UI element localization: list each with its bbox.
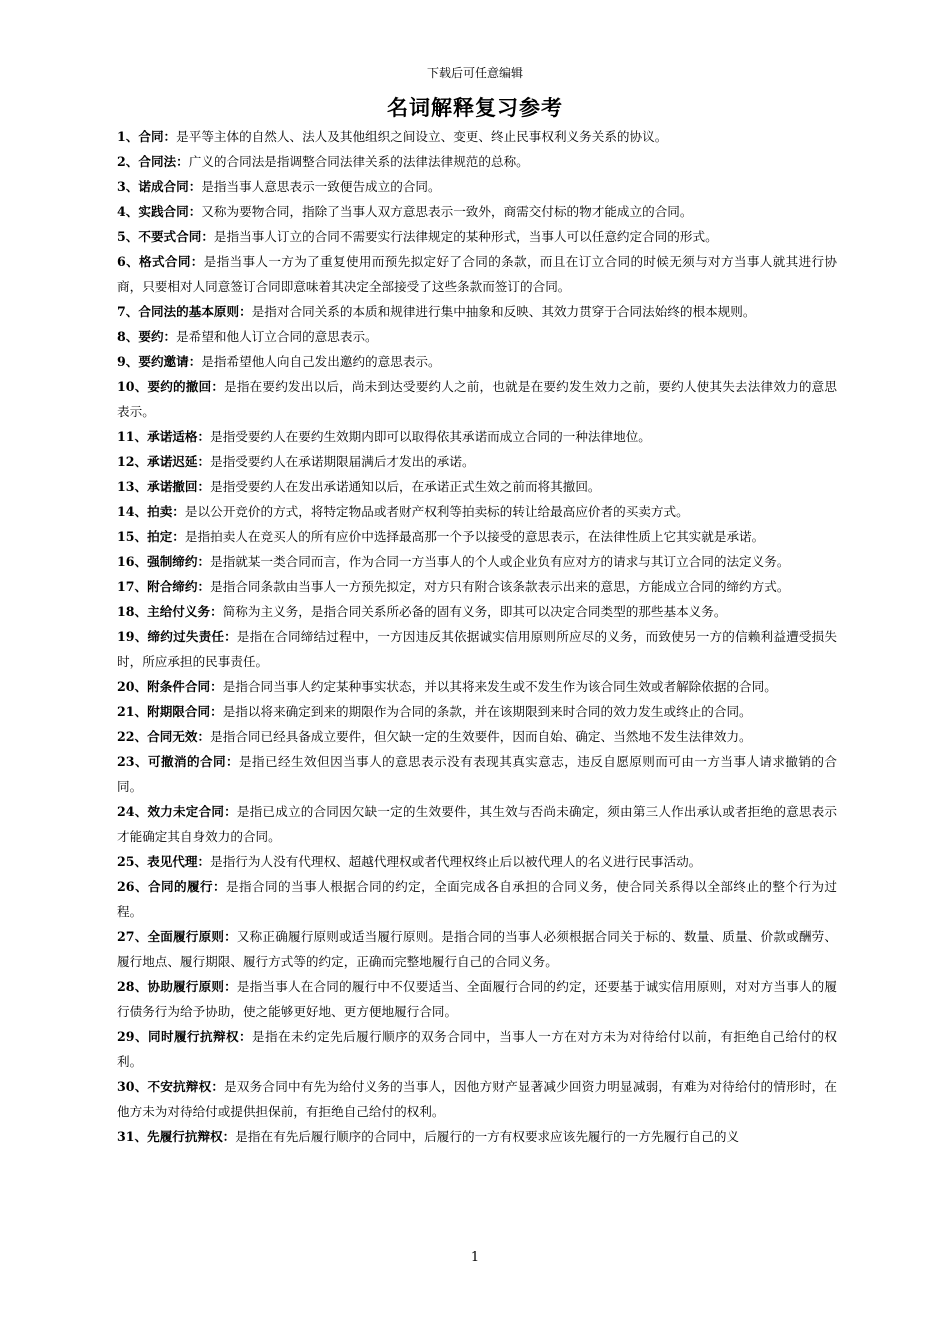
definition-entry: [117, 1024, 837, 1074]
entry-definition: 是指对合同关系的本质和规律进行集中抽象和反映、其效力贯穿于合同法始终的根本规则。: [251, 304, 756, 319]
definition-entry: [117, 699, 837, 724]
entry-term: 30、不安抗辩权：: [117, 1079, 225, 1094]
definition-entry: [117, 849, 837, 874]
definition-entry: [117, 174, 837, 199]
entry-term: 12、承诺迟延：: [117, 454, 211, 469]
definition-entry: [117, 749, 837, 799]
entry-term: 4、实践合同：: [117, 204, 202, 219]
definition-entry: [117, 449, 837, 474]
entry-definition: 是指希望他人向自己发出邀约的意思表示。: [201, 354, 441, 369]
definition-entry: [117, 724, 837, 749]
entry-definition: 是指已经生效但因当事人的意思表示没有表现其真实意志，违反自愿原则而可由一方当事人请求撤销的合同。: [117, 754, 838, 794]
entry-term: 21、附期限合同：: [117, 704, 223, 719]
entry-term: 29、同时履行抗辩权：: [117, 1029, 253, 1044]
entry-definition: 简称为主义务，是指合同关系所必备的固有义务，即其可以决定合同类型的那些基本义务。: [222, 604, 727, 619]
entry-definition: 是双务合同中有先为给付义务的当事人，因他方财产显著减少回资力明显减弱，有难为对待给付的情形时，在他方未为对待给付或提供担保前，有拒绝自己给付的权利。: [117, 1079, 837, 1119]
entry-term: 11、承诺适格：: [117, 429, 211, 444]
definition-entry: [117, 1074, 837, 1124]
definition-entry: [117, 199, 837, 224]
definition-entry: [117, 124, 837, 149]
entry-definition: 是指当事人在合同的履行中不仅要适当、全面履行合同的约定，还要基于诚实信用原则，对对方当事人的履行债务行为给予协助，使之能够更好地、更方便地履行合同。: [117, 979, 838, 1019]
entry-term: 10、要约的撤回：: [117, 379, 225, 394]
entry-definition: 是指就某一类合同而言，作为合同一方当事人的个人或企业负有应对方的请求与其订立合同的法定义务。: [210, 554, 790, 569]
entry-definition: 是指合同的当事人根据合同的约定，全面完成各自承担的合同义务，使合同关系得以全部终止的整个行为过程。: [117, 879, 838, 919]
definition-entry: [117, 624, 837, 674]
entry-term: 2、合同法：: [117, 154, 189, 169]
entry-definition: 是指以将来确定到来的期限作为合同的条款，并在该期限到来时合同的效力发生或终止的合同。: [222, 704, 752, 719]
entry-term: 31、先履行抗辩权：: [117, 1129, 236, 1144]
definition-entry: [117, 324, 837, 349]
entry-definition: 是指在有先后履行顺序的合同中，后履行的一方有权要求应该先履行的一方先履行自己的义: [235, 1129, 740, 1144]
definition-entry: [117, 974, 837, 1024]
entry-term: 23、可撤消的合同：: [117, 754, 240, 769]
entry-term: 16、强制缔约：: [117, 554, 211, 569]
entry-term: 15、拍定：: [117, 529, 185, 544]
entry-term: 28、协助履行原则：: [117, 979, 237, 994]
entry-definition: 是指当事人意思表示一致便告成立的合同。: [201, 179, 441, 194]
entry-definition: 是指受要约人在要约生效期内即可以取得依其承诺而成立合同的一种法律地位。: [210, 429, 651, 444]
definition-entry: [117, 474, 837, 499]
entry-definition: 是指拍卖人在竞买人的所有应价中选择最高那一个予以接受的意思表示，在法律性质上它其实就是承诺。: [184, 529, 765, 544]
entry-term: 19、缔约过失责任：: [117, 629, 237, 644]
definition-entry: [117, 524, 837, 549]
definition-entry: [117, 549, 837, 574]
definition-entry: [117, 574, 837, 599]
entry-term: 8、要约：: [117, 329, 177, 344]
entry-definition: 又称为要物合同，指除了当事人双方意思表示一致外，商需交付标的物才能成立的合同。: [201, 204, 693, 219]
entry-definition: 是指已成立的合同因欠缺一定的生效要件，其生效与否尚未确定，须由第三人作出承认或者拒绝的意思表示才能确定其自身效力的合同。: [117, 804, 838, 844]
entry-term: 20、附条件合同：: [117, 679, 223, 694]
entry-definition: 是指行为人没有代理权、超越代理权或者代理权终止后以被代理人的名义进行民事活动。: [210, 854, 702, 869]
entry-definition: 是指当事人一方为了重复使用而预先拟定好了合同的条款，而且在订立合同的时候无须与对方当事人就其进行协商，只要相对人同意签订合同即意味着其决定全部接受了这些条款而签订的合同。: [117, 254, 838, 294]
entry-term: 1、合同：: [117, 129, 177, 144]
entry-definition: 是指在未约定先后履行顺序的双务合同中，当事人一方在对方未为对待给付以前，有拒绝自己给付的权利。: [117, 1029, 838, 1069]
entry-definition: 是指当事人订立的合同不需要实行法律规定的某种形式，当事人可以任意约定合同的形式。: [213, 229, 718, 244]
entry-term: 14、拍卖：: [117, 504, 185, 519]
definition-entry: [117, 374, 837, 424]
entry-definition: 广义的合同法是指调整合同法律关系的法律法律规范的总称。: [188, 154, 529, 169]
page-number: 1: [470, 1250, 480, 1265]
entry-term: 27、全面履行原则：: [117, 929, 237, 944]
entry-definition: 是指在合同缔结过程中，一方因违反其依据诚实信用原则所应尽的义务，而致使另一方的信赖利益遭受损失时，所应承担的民事责任。: [117, 629, 838, 669]
entry-term: 17、附合缔约：: [117, 579, 211, 594]
definition-entry: [117, 224, 837, 249]
entry-definition: 是希望和他人订立合同的意思表示。: [176, 329, 378, 344]
entry-definition: 是指合同已经具备成立要件，但欠缺一定的生效要件，因而自始、确定、当然地不发生法律效力。: [210, 729, 752, 744]
entry-definition: 是平等主体的自然人、法人及其他组织之间设立、变更、终止民事权利义务关系的协议。: [176, 129, 668, 144]
definition-entry: [117, 499, 837, 524]
entry-definition: 是指合同当事人约定某种事实状态，并以其将来发生或不发生作为该合同生效或者解除依据的合同。: [222, 679, 777, 694]
entry-term: 26、合同的履行：: [117, 879, 227, 894]
entry-definition: 是指受要约人在承诺期限届满后才发出的承诺。: [210, 454, 475, 469]
entry-term: 22、合同无效：: [117, 729, 211, 744]
entry-term: 7、合同法的基本原则：: [117, 304, 252, 319]
definition-entry: [117, 799, 837, 849]
definition-entry: [117, 349, 837, 374]
entry-definition: 是指受要约人在发出承诺通知以后，在承诺正式生效之前而将其撤回。: [210, 479, 601, 494]
entry-term: 3、诺成合同：: [117, 179, 202, 194]
definition-entry: [117, 1124, 837, 1149]
entry-definition: 是以公开竞价的方式，将特定物品或者财产权利等拍卖标的转让给最高应价者的买卖方式。: [184, 504, 689, 519]
entry-definition: 是指合同条款由当事人一方预先拟定，对方只有附合该条款表示出来的意思，方能成立合同的缔约方式。: [210, 579, 790, 594]
entry-term: 6、格式合同：: [117, 254, 204, 269]
entry-definition: 是指在要约发出以后，尚未到达受要约人之前，也就是在要约发生效力之前，要约人使其失去法律效力的意思表示。: [117, 379, 837, 419]
entry-definition: 又称正确履行原则或适当履行原则。是指合同的当事人必须根据合同关于标的、数量、质量、价款或酬劳、履行地点、履行期限、履行方式等的约定，正确而完整地履行自己的合同义务。: [117, 929, 838, 969]
page-header: 下载后可任意编辑: [426, 66, 523, 80]
definition-entry: [117, 924, 837, 974]
entry-term: 18、主给付义务：: [117, 604, 223, 619]
definition-entry: [117, 599, 837, 624]
entry-term: 5、不要式合同：: [117, 229, 214, 244]
document-title: 名词解释复习参考: [387, 95, 563, 120]
entry-term: 13、承诺撤回：: [117, 479, 211, 494]
definition-entry: [117, 299, 837, 324]
definition-entry: [117, 149, 837, 174]
definition-entry: [117, 249, 837, 299]
definition-entry: [117, 674, 837, 699]
definition-entry: [117, 424, 837, 449]
entry-term: 25、表见代理：: [117, 854, 211, 869]
definitions-list: [117, 124, 837, 1149]
entry-term: 24、效力未定合同：: [117, 804, 237, 819]
definition-entry: [117, 874, 837, 924]
entry-term: 9、要约邀请：: [117, 354, 202, 369]
